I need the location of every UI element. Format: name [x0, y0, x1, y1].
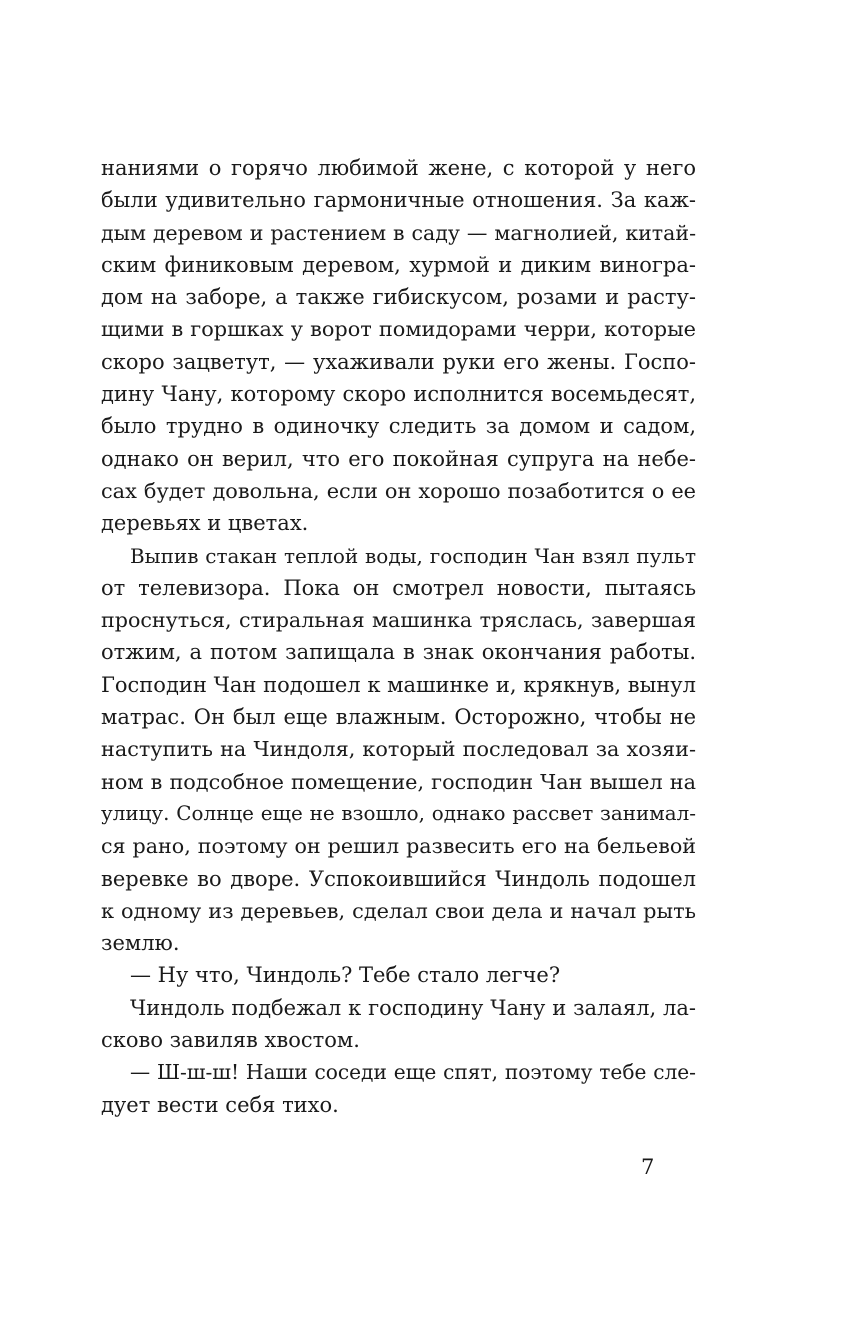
- text-line: сково завиляв хвостом.: [101, 1028, 360, 1053]
- text-line: дует вести себя тихо.: [101, 1092, 339, 1117]
- text-line: наниями о горячо любимой жене, с которой у него: [101, 156, 696, 180]
- text-line: однако он верил, что его покойная супруга на небе-: [101, 446, 696, 471]
- text-line: матрас. Он был еще влажным. Осторожно, чтобы не: [101, 705, 696, 730]
- text-line: от телевизора. Пока он смотрел новости, пытаясь: [101, 575, 696, 600]
- text-line: ном в подсобное помещение, господин Чан вышел на: [101, 769, 696, 794]
- text-line: деревьях и цветах.: [101, 511, 309, 536]
- paragraph-2: [101, 540, 696, 960]
- paragraph-5: [101, 1056, 696, 1121]
- text-line: проснуться, стиральная машинка тряслась, завершая: [101, 608, 696, 633]
- text-line: сах будет довольна, если он хорошо позаботится о ее: [101, 478, 696, 503]
- text-line: Чиндоль подбежал к господину Чану и залаял, ла-: [130, 995, 696, 1020]
- text-line: Господин Чан подошел к машинке и, крякнув, вынул: [101, 672, 696, 697]
- text-line: отжим, а потом запищала в знак окончания работы.: [101, 640, 696, 665]
- text-line: Выпив стакан теплой воды, господин Чан взял пульт: [130, 543, 696, 568]
- text-line: были удивительно гармоничные отношения. За каж-: [101, 188, 696, 213]
- text-line: было трудно в одиночку следить за домом и садом,: [101, 414, 696, 439]
- paragraph-4: [101, 992, 696, 1057]
- text-line: улицу. Солнце еще не взошло, однако рассвет занимал-: [101, 801, 696, 825]
- text-line: землю.: [101, 931, 180, 956]
- text-line: ским финиковым деревом, хурмой и диким виногра-: [101, 252, 696, 277]
- text-line: ся рано, поэтому он решил развесить его на бельевой: [101, 834, 696, 859]
- text-line: к одному из деревьев, сделал свои дела и начал рыть: [101, 898, 696, 923]
- text-line: наступить на Чиндоля, который последовал за хозяи-: [101, 737, 696, 762]
- text-line: щими в горшках у ворот помидорами черри, которые: [101, 317, 696, 342]
- text-line: веревке во дворе. Успокоившийся Чиндоль подошел: [101, 866, 696, 891]
- page-number: 7: [641, 1155, 655, 1179]
- body-text: [101, 152, 696, 1121]
- paragraph-3: [101, 959, 696, 991]
- text-line: — Ш-ш-ш! Наши соседи еще спят, поэтому тебе сле-: [130, 1060, 696, 1085]
- text-line: — Ну что, Чиндоль? Тебе стало легче?: [130, 963, 561, 988]
- text-line: дом на заборе, а также гибискусом, розами и расту-: [101, 285, 696, 310]
- text-line: дым деревом и растением в саду — магнолией, китай-: [101, 220, 696, 245]
- text-line: дину Чану, которому скоро исполнится восемьдесят,: [101, 382, 696, 407]
- paragraph-1: [101, 152, 696, 540]
- text-line: скоро зацветут, — ухаживали руки его жены. Госпо-: [101, 349, 696, 374]
